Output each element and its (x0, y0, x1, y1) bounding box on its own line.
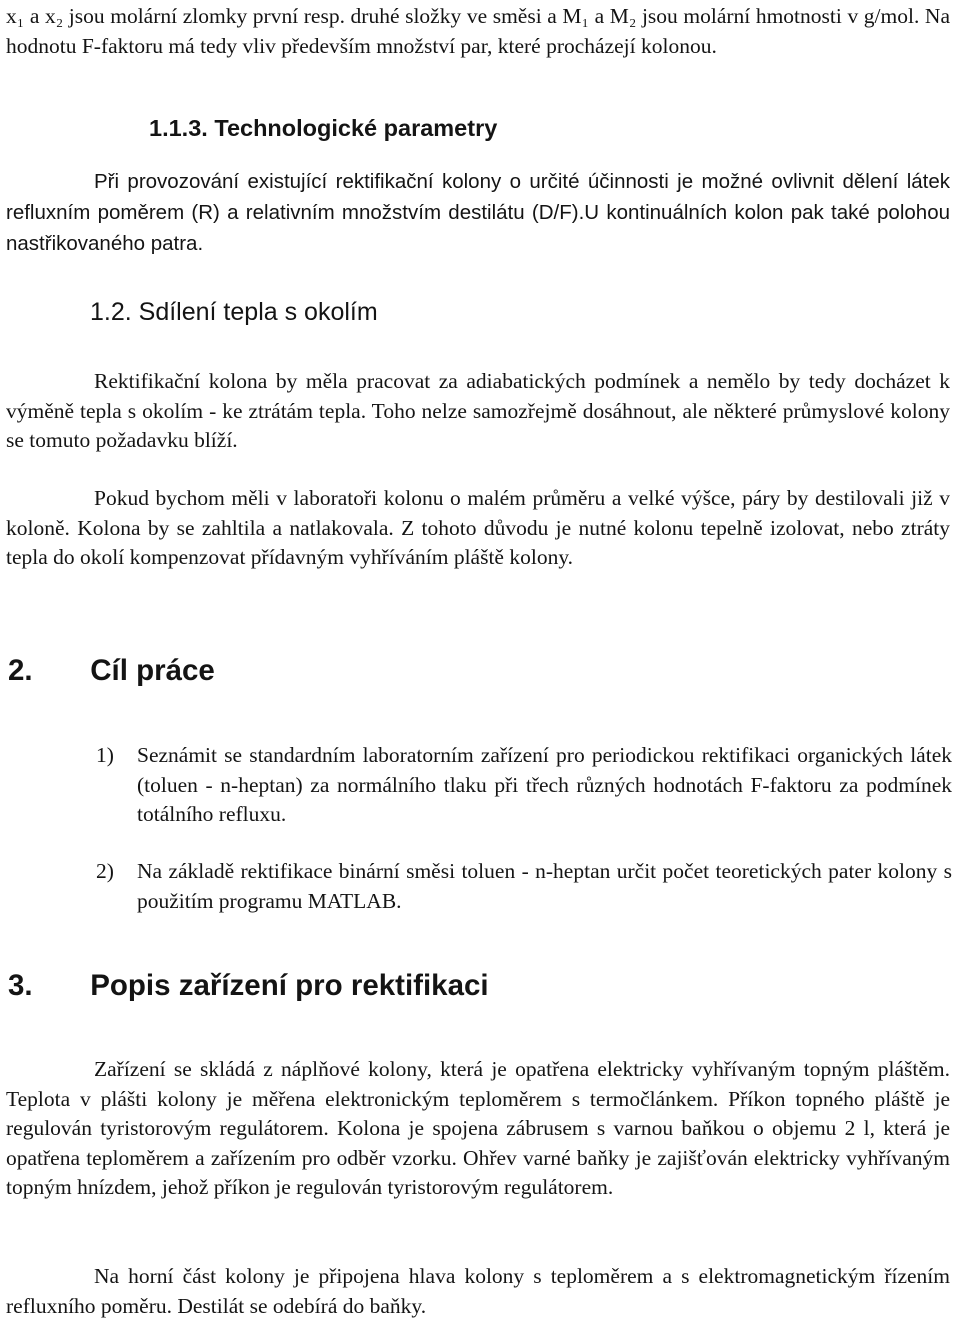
intro-paragraph: x₁ a x₂ jsou molární zlomky první resp. druhé složky ve směsi a M₁ a M₂ jsou molární hmotnosti v g/mol. Na hodnotu F-faktoru má tedy vliv především množství par, které procházejí kolonou. (6, 4, 950, 58)
list-marker: 1) (96, 743, 114, 767)
section-heading-1-2 (90, 298, 378, 327)
section-title: Cíl práce (90, 654, 215, 687)
list-item-text: Seznámit se standardním laboratorním zařízení pro periodickou rektifikaci organických látek (toluen - n-heptan) za normálního tlaku při třech různých hodnotách F-faktoru za podmínek totálního refluxu. (137, 743, 952, 827)
section-heading-1-1-3 (149, 115, 497, 142)
section-number: 1.2. (90, 298, 132, 326)
heat-exchange-paragraph-1: Rektifikační kolona by měla pracovat za adiabatických podmínek a nemělo by tedy docházet k výměně tepla s okolím - ke ztrátám tepla. Toho nelze samozřejmě dosáhnout, ale některé průmyslové kolony se tomuto požadavku blíží. (6, 369, 950, 453)
section-title: Technologické parametry (214, 115, 498, 141)
section-heading-2 (8, 654, 215, 688)
technological-parameters-paragraph: Při provozování existující rektifikační kolony o určité účinnosti je možné ovlivnit dělení látek refluxním poměrem (R) a relativním množstvím destilátu (D/F).U kontinuálních kolon pak také polohou nastřikovaného patra. (6, 170, 950, 255)
list-item (96, 857, 952, 916)
apparatus-description-paragraph-1: Zařízení se skládá z náplňové kolony, která je opatřena elektricky vyhřívaným topným pláštěm. Teplota v plášti kolony je měřena elektronickým teploměrem s termočlánkem. Příkon topného pláště je regulován tyristorovým regulátorem. Kolona je spojena zábrusem s varnou baňkou o objemu 2 l, která je opatřena teploměrem a zařízením pro odběr vzorku. Ohřev varné baňky je zajišťován elektricky vyhřívaným topným hnízdem, jehož příkon je regulován tyristorovým regulátorem. (6, 1057, 950, 1200)
section-title: Sdílení tepla s okolím (138, 298, 378, 326)
section-title: Popis zařízení pro rektifikaci (90, 969, 489, 1002)
heat-exchange-paragraph-2: Pokud bychom měli v laboratoři kolonu o malém průměru a velké výšce, páry by destilovali již v koloně. Kolona by se zahltila a natlakovala. Z tohoto důvodu je nutné kolonu tepelně izolovat, nebo ztráty tepla do okolí kompenzovat přídavným vyhříváním pláště kolony. (6, 486, 950, 570)
section-number: 2. (8, 654, 33, 687)
list-marker: 2) (96, 859, 114, 883)
section-number: 1.1.3. (149, 115, 208, 141)
list-item-text: Na základě rektifikace binární směsi toluen - n-heptan určit počet teoretických pater kolony s použitím programu MATLAB. (137, 859, 952, 913)
section-heading-3 (8, 969, 489, 1003)
list-item (96, 741, 952, 830)
apparatus-description-paragraph-2: Na horní část kolony je připojena hlava kolony s teploměrem a s elektromagnetickým řízením refluxního poměru. Destilát se odebírá do baňky. (6, 1264, 950, 1318)
section-number: 3. (8, 969, 33, 1002)
